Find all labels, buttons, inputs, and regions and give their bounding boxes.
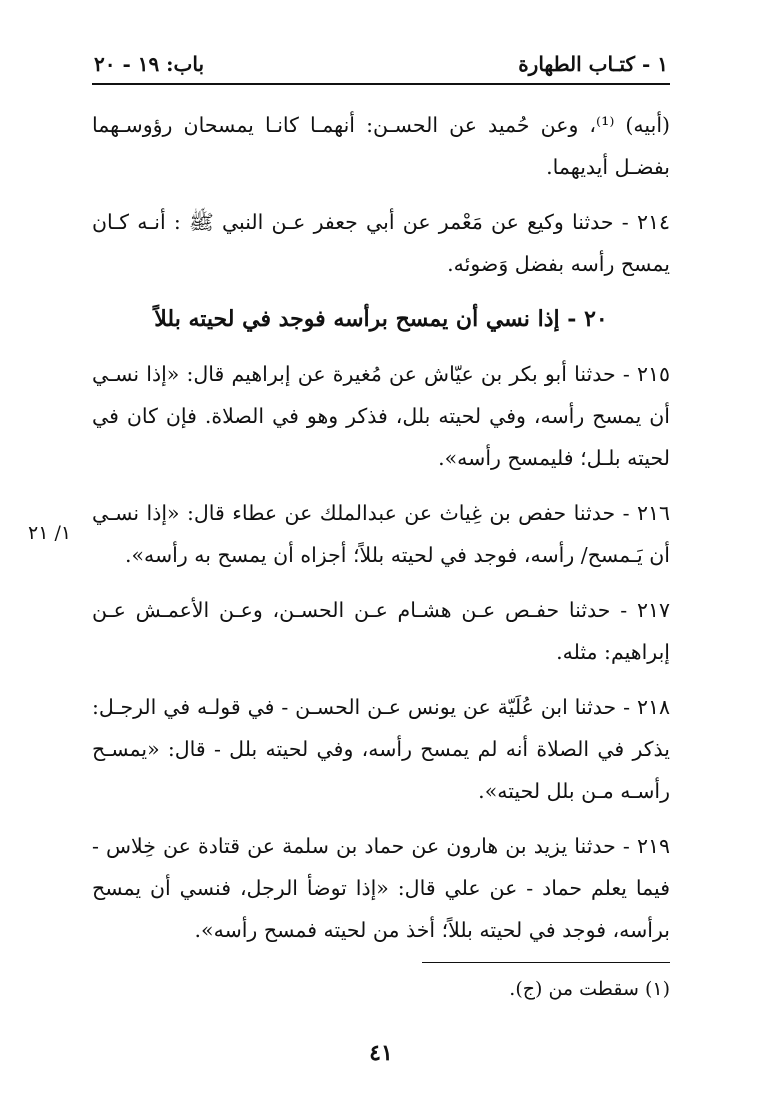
hadith-219: ٢١٩ - حدثنا يزيد بن هارون عن حماد بن سلمة عن قتادة عن خِلاس - فيما يعلم حماد - عن علي قال: «إذا توضأ الرجل، فنسي أن يمسح برأسه، فوجد في لحيته بللاً؛ أخذ من لحيته فمسح رأسه». bbox=[92, 834, 670, 942]
page-number: ٤١ bbox=[369, 1040, 393, 1066]
main-text bbox=[92, 104, 670, 964]
margin-note: ١/ ٢١ bbox=[28, 522, 72, 544]
hadith-215: ٢١٥ - حدثنا أبو بكر بن عيّاش عن مُغيرة عن إبراهيم قال: «إذا نسـي أن يمسح رأسه، وفي لحيته بلل، فذكر وهو في الصلاة. فإن كان في لحيته بلـل؛ فليمسح رأسه». bbox=[92, 362, 670, 470]
hadith-218: ٢١٨ - حدثنا ابن عُلَيّة عن يونس عـن الحسـن - في قولـه في الرجـل: يذكر في الصلاة أنه لم يمسح رأسه، وفي لحيته بلل - قال: «يمسـح رأسـه مـن بلل لحيته». bbox=[92, 695, 670, 803]
chapter-range: باب: ١٩ - ٢٠ bbox=[94, 52, 205, 76]
hadith-214: ٢١٤ - حدثنا وكيع عن مَعْمر عن أبي جعفر عـن النبي ﷺ : أنـه كـان يمسح رأسه بفضل وَضوئه. bbox=[92, 210, 670, 276]
footnote: (١) سقطت من (ج). bbox=[509, 978, 670, 1000]
header-rule bbox=[92, 83, 670, 85]
running-header bbox=[92, 50, 670, 80]
chapter-title: ١ - كتـاب الطهارة bbox=[518, 52, 668, 76]
section-heading: ٢٠ - إذا نسي أن يمسح برأسه فوجد في لحيته بللاً bbox=[154, 306, 608, 332]
hadith-217: ٢١٧ - حدثنا حفـص عـن هشـام عـن الحسـن، وعـن الأعمـش عـن إبراهيم: مثله. bbox=[92, 598, 670, 664]
footnote-rule bbox=[422, 962, 670, 963]
paragraph: (أبيه) ⁽¹⁾، وعن حُميد عن الحسـن: أنهمـا كانـا يمسحان رؤوسـهما بفضـل أيديهما. bbox=[92, 113, 671, 179]
hadith-216: ٢١٦ - حدثنا حفص بن غِياث عن عبدالملك عن عطاء قال: «إذا نسـي أن يَـمسح/ رأسه، فوجد في لحيته بللاً؛ أجزاه أن يمسح به رأسه». bbox=[92, 501, 670, 567]
